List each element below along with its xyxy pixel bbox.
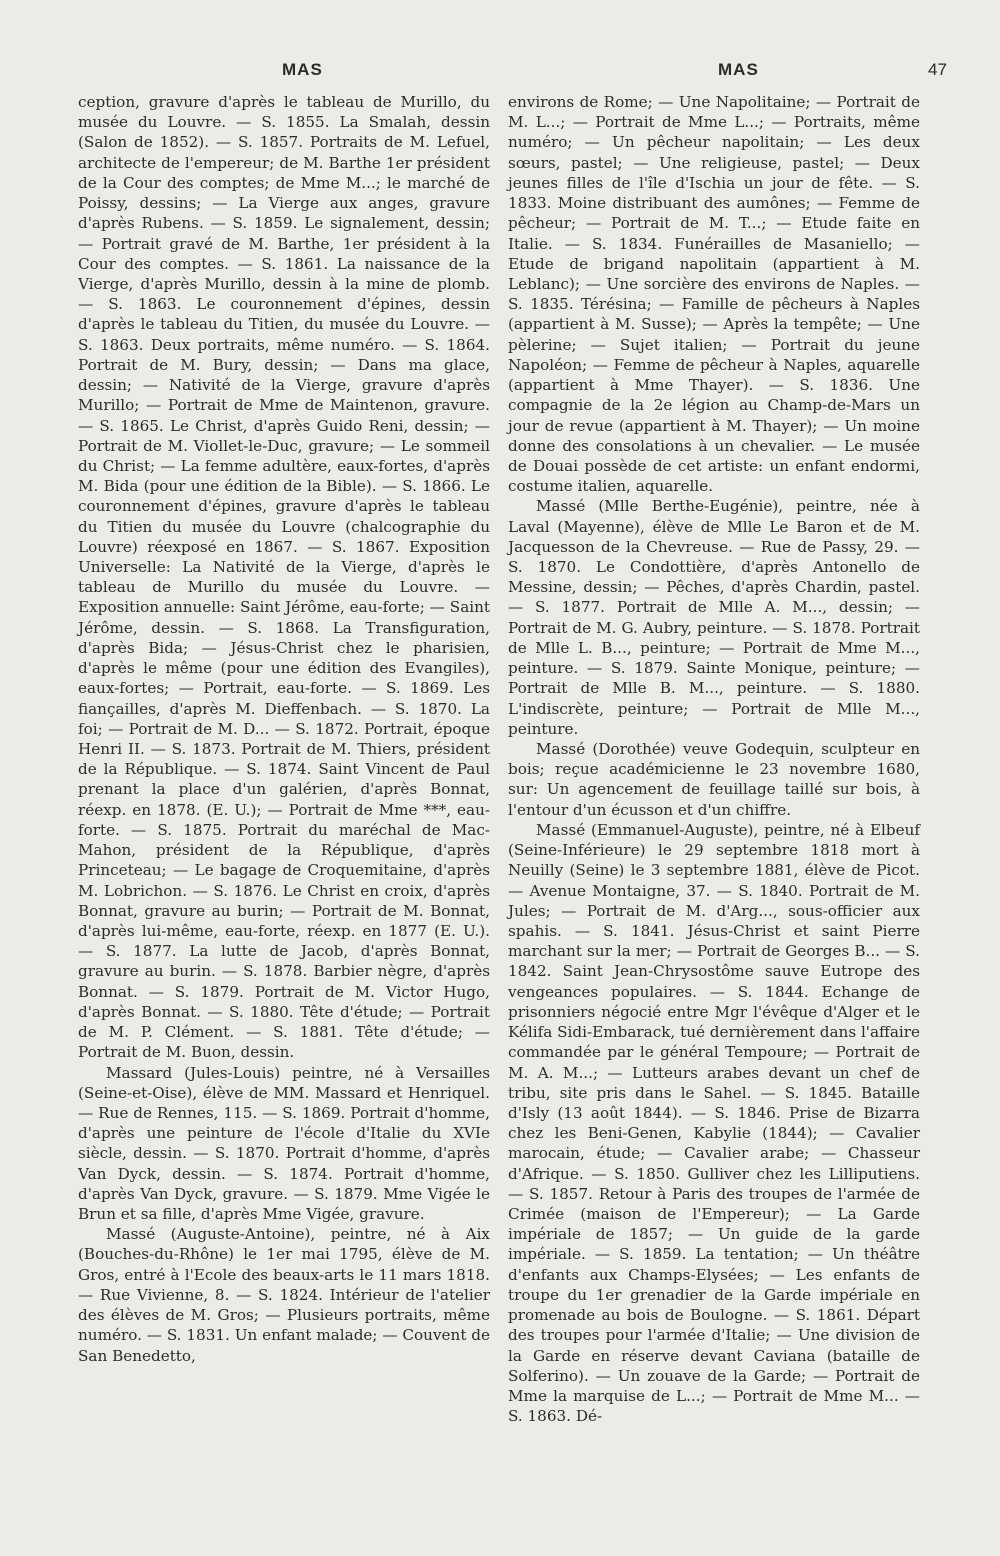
right-column [508, 92, 920, 1426]
entry-masse-emmanuel-auguste: Massé (Emmanuel-Auguste), peintre, né à Elbeuf (Seine-Inférieure) le 29 septembre 1818 mort à Neuilly (Seine) le 3 septembre 1881, élève de Picot. — Avenue Montaigne, 37. — S. 1840. Portrait de M. Jules; — Portrait de M. d'Arg..., sous-officier aux spahis. — S. 1841. Jésus-Christ et saint Pierre marchant sur la mer; — Portrait de Georges B... — S. 1842. Saint Jean-Chrysostôme sauve Eutrope des vengeances populaires. — S. 1844. Echange de prisonniers négocié entre Mgr l'évêque d'Alger et le Kélifa Sidi-Embarack, tué dernièrement dans l'affaire commandée par le général Tempoure; — Portrait de M. A. M...; — Lutteurs arabes devant un chef de tribu, site pris dans le Sahel. — S. 1845. Bataille d'Isly (13 août 1844). — S. 1846. Prise de Bizarra chez les Beni-Genen, Kabylie (1844); — Cavalier marocain, étude; — Cavalier arabe; — Chasseur d'Afrique. — S. 1850. Gulliver chez les Lilliputiens. — S. 1857. Retour à Paris des troupes de l'armée de Crimée (maison de l'Empereur); — La Garde impériale de 1857; — Un guide de la garde impériale. — S. 1859. La tentation; — Un théâtre d'enfants aux Champs-Elysées; — Les enfants de troupe du 1er grenadier de la Garde impériale en promenade au bois de Boulogne. — S. 1861. Départ des troupes pour l'armée d'Italie; — Une division de la Garde en réserve devant Caviana (bataille de Solferino). — Un zouave de la Garde; — Portrait de Mme la marquise de L...; — Portrait de Mme M... — S. 1863. Dé- [508, 820, 920, 1426]
page-number: 47 [928, 60, 947, 79]
entry-massard-jules-louis: Massard (Jules-Louis) peintre, né à Versailles (Seine-et-Oise), élève de MM. Massard et Henriquel. — Rue de Rennes, 115. — S. 1869. Portrait d'homme, d'après une peinture de l'école d'Italie du XVIe siècle, dessin. — S. 1870. Portrait d'homme, d'après Van Dyck, dessin. — S. 1874. Portrait d'homme, d'après Van Dyck, gravure. — S. 1879. Mme Vigée le Brun et sa fille, d'après Mme Vigée, gravure. [78, 1063, 490, 1224]
running-header-right: MAS [718, 60, 759, 79]
entry-continued: ception, gravure d'après le tableau de Murillo, du musée du Louvre. — S. 1855. La Smalah, dessin (Salon de 1852). — S. 1857. Portraits de M. Lefuel, architecte de l'empereur; de M. Barthe 1er président de la Cour des comptes; de Mme M...; le marché de Poissy, dessins; — La Vierge aux anges, gravure d'après Rubens. — S. 1859. Le signalement, dessin; — Portrait gravé de M. Barthe, 1er président à la Cour des comptes. — S. 1861. La naissance de la Vierge, d'après Murillo, dessin à la mine de plomb. — S. 1863. Le couronnement d'épines, dessin d'après le tableau du Titien, du musée du Louvre. — S. 1863. Deux portraits, même numéro. — S. 1864. Portrait de M. Bury, dessin; — Dans ma glace, dessin; — Nativité de la Vierge, gravure d'après Murillo; — Portrait de Mme de Maintenon, gravure. — S. 1865. Le Christ, d'après Guido Reni, dessin; — Portrait de M. Viollet-le-Duc, gravure; — Le sommeil du Christ; — La femme adultère, eaux-fortes, d'après M. Bida (pour une édition de la Bible). — S. 1866. Le couronnement d'épines, gravure d'après le tableau du Titien du musée du Louvre (chalcographie du Louvre) réexposé en 1867. — S. 1867. Exposition Universelle: La Nativité de la Vierge, d'après le tableau de Murillo du musée du Louvre. — Exposition annuelle: Saint Jérôme, eau-forte; — Saint Jérôme, dessin. — S. 1868. La Transfiguration, d'après Bida; — Jésus-Christ chez le pharisien, d'après le même (pour une édition des Evangiles), eaux-fortes; — Portrait, eau-forte. — S. 1869. Les fiançailles, d'après M. Dieffenbach. — S. 1870. La foi; — Portrait de M. D... — S. 1872. Portrait, époque Henri II. — S. 1873. Portrait de M. Thiers, président de la République. — S. 1874. Saint Vincent de Paul prenant la place d'un galérien, d'après Bonnat, réexp. en 1878. (E. U.); — Portrait de Mme ***, eau-forte. — S. 1875. Portrait du maréchal de Mac-Mahon, président de la République, d'après Princeteau; — Le bagage de Croquemitaine, d'après M. Lobrichon. — S. 1876. Le Christ en croix, d'après Bonnat, gravure au burin; — Portrait de M. Bonnat, d'après lui-même, eau-forte, réexp. en 1877 (E. U.). — S. 1877. La lutte de Jacob, d'après Bonnat, gravure au burin. — S. 1878. Barbier nègre, d'après Bonnat. — S. 1879. Portrait de M. Victor Hugo, d'après Bonnat. — S. 1880. Tête d'étude; — Portrait de M. P. Clément. — S. 1881. Tête d'étude; — Portrait de M. Buon, dessin. [78, 93, 490, 1062]
entry-masse-auguste-antoine-cont: environs de Rome; — Une Napolitaine; — Portrait de M. L...; — Portrait de Mme L...; — Portraits, même numéro; — Un pêcheur napolitain; — Les deux sœurs, pastel; — Une religieuse, pastel; — Deux jeunes filles de l'île d'Ischia un jour de fête. — S. 1833. Moine distribuant des aumônes; — Femme de pêcheur; — Portrait de M. T...; — Etude faite en Italie. — S. 1834. Funérailles de Masaniello; — Etude de brigand napolitain (appartient à M. Leblanc); — Une sorcière des environs de Naples. — S. 1835. Térésina; — Famille de pêcheurs à Naples (appartient à M. Susse); — Après la tempête; — Une pèlerine; — Sujet italien; — Portrait du jeune Napoléon; — Femme de pêcheur à Naples, aquarelle (appartient à Mme Thayer). — S. 1836. Une compagnie de la 2e légion au Champ-de-Mars un jour de revue (appartient à M. Thayer); — Un moine donne des consolations à un chevalier. — Le musée de Douai possède de cet artiste: un enfant endormi, costume italien, aquarelle. [508, 93, 920, 496]
entry-masse-dorothee: Massé (Dorothée) veuve Godequin, sculpteur en bois; reçue académicienne le 23 novembre 1680, sur: Un agencement de feuillage taillé sur bois, à l'entour d'un écusson et d'un chiffre. [508, 740, 920, 819]
left-column [78, 92, 490, 1366]
running-header-left: MAS [282, 60, 323, 79]
entry-masse-auguste-antoine: Massé (Auguste-Antoine), peintre, né à Aix (Bouches-du-Rhône) le 1er mai 1795, élève de M. Gros, entré à l'Ecole des beaux-arts le 11 mars 1818. — Rue Vivienne, 8. — S. 1824. Intérieur de l'atelier des élèves de M. Gros; — Plusieurs portraits, même numéro. — S. 1831. Un enfant malade; — Couvent de San Benedetto, [78, 1225, 490, 1365]
entry-masse-berthe-eugenie: Massé (Mlle Berthe-Eugénie), peintre, née à Laval (Mayenne), élève de Mlle Le Baron et de M. Jacquesson de la Chevreuse. — Rue de Passy, 29. — S. 1870. Le Condottière, d'après Antonello de Messine, dessin; — Pêches, d'après Chardin, pastel. — S. 1877. Portrait de Mlle A. M..., dessin; — Portrait de M. G. Aubry, peinture. — S. 1878. Portrait de Mlle L. B..., peinture; — Portrait de Mme M..., peinture. — S. 1879. Sainte Monique, peinture; — Portrait de Mlle B. M..., peinture. — S. 1880. L'indiscrète, peinture; — Portrait de Mlle M..., peinture. [508, 497, 920, 738]
